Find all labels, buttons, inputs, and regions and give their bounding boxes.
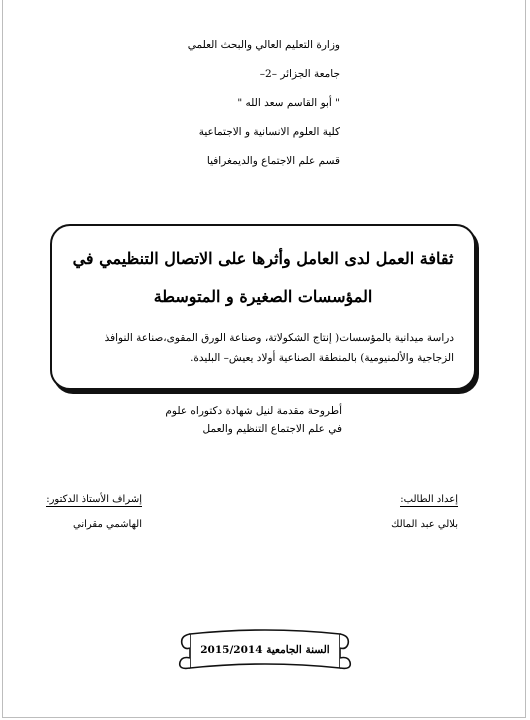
thesis-title: ثقافة العمل لدى العامل وأثرها على الاتصال التنظيمي في المؤسسات الصغيرة و المتوسطة [72, 249, 454, 306]
faculty-name: كلية العلوم الانسانية و الاجتماعية [198, 126, 340, 138]
academic-year: السنة الجامعية 2015/2014 [200, 644, 330, 656]
thesis-statement [165, 402, 342, 438]
university-honorific: " أبو القاسم سعد الله " [237, 97, 340, 109]
thesis-subtitle: دراسة ميدانية بالمؤسسات( إنتاج الشكولاتة، وصناعة الورق المقوى،صناعة النوافذ الزجاجية والألمنيومية) بالمنطقة الصناعية أولاد يعيش– البليدة. [104, 332, 454, 364]
thesis-field-line: في علم الاجتماع التنظيم والعمل [202, 423, 342, 435]
academic-year-scroll [176, 624, 354, 678]
ministry-name: وزارة التعليم العالي والبحث العلمي [187, 39, 340, 51]
supervisor-name: الهاشمي مقراني [73, 519, 142, 530]
university-name: جامعة الجزائر –2– [259, 68, 340, 80]
department-name: قسم علم الاجتماع والديمغرافيا [206, 155, 340, 167]
student-name: بلالي عبد المالك [391, 519, 458, 530]
institution-header [188, 38, 340, 168]
supervisor-label: إشراف الأستاذ الدكتور: [46, 494, 142, 505]
student-label: إعداد الطالب: [400, 494, 458, 505]
title-box [50, 224, 476, 390]
student-block [391, 494, 458, 530]
thesis-degree-line: أطروحة مقدمة لنيل شهادة دكتوراه علوم [165, 405, 342, 417]
supervisor-block [46, 494, 142, 530]
